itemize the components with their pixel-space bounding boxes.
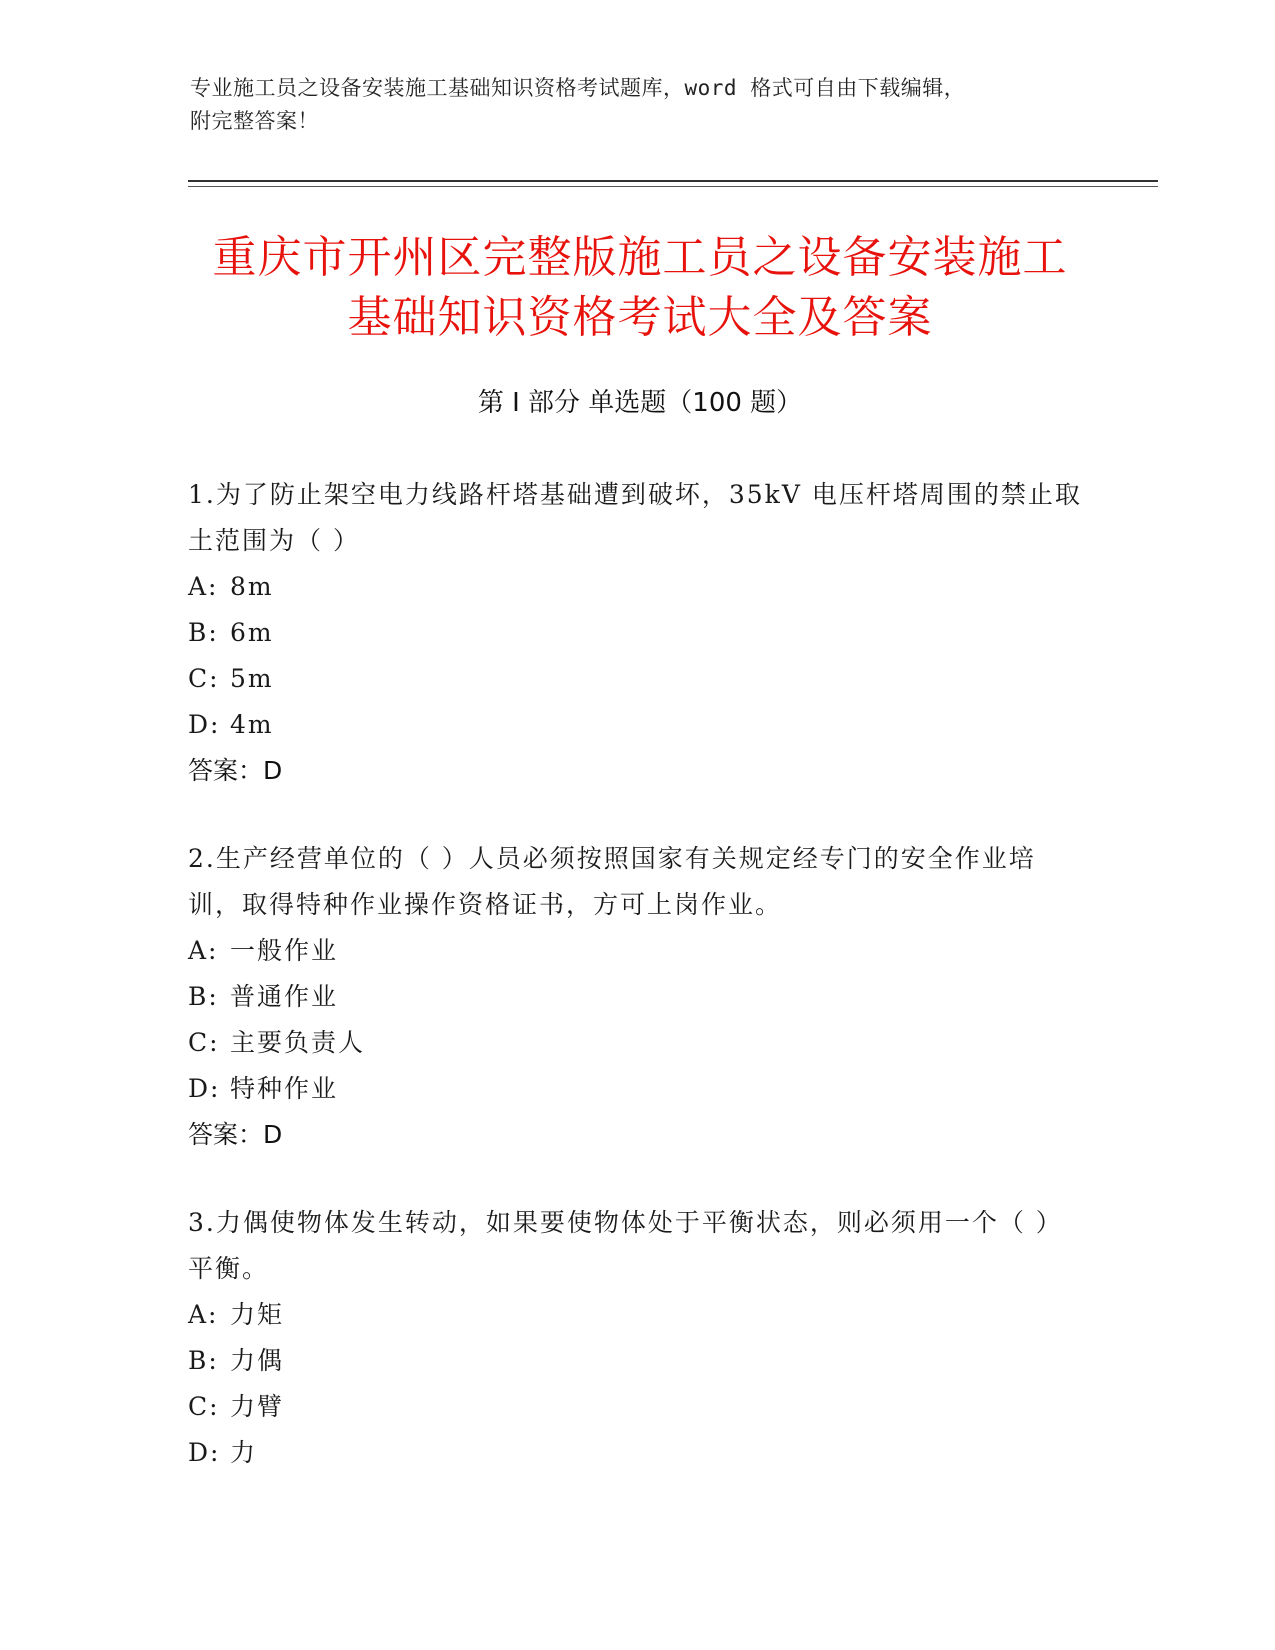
option-text: 特种作业 <box>230 1074 339 1103</box>
option-b <box>188 974 1088 1020</box>
document-title <box>190 228 1090 348</box>
question-stem: 2.生产经营单位的（ ）人员必须按照国家有关规定经专门的安全作业培训，取得特种作业操作资格证书，方可上岗作业。 <box>188 844 1036 919</box>
question-2 <box>188 836 1088 1158</box>
option-text: 6m <box>230 618 274 647</box>
option-letter: D: <box>188 710 221 739</box>
document-title-line-1: 重庆市开州区完整版施工员之设备安装施工 <box>212 232 1068 283</box>
option-letter: C: <box>188 1392 220 1421</box>
option-d <box>188 1066 1088 1112</box>
header-rule-thin <box>188 186 1158 187</box>
header-rule-thick <box>188 180 1158 182</box>
option-text: 力臂 <box>230 1392 285 1421</box>
option-letter: D: <box>188 1074 221 1103</box>
option-c <box>188 656 1088 702</box>
option-a <box>188 1292 1088 1338</box>
section-title: 第 I 部分 单选题（100 题） <box>477 388 803 418</box>
option-a <box>188 928 1088 974</box>
header-note-line-2: 附完整答案！ <box>190 109 319 133</box>
option-letter: C: <box>188 664 220 693</box>
option-letter: A: <box>188 572 219 601</box>
option-letter: A: <box>188 936 219 965</box>
option-letter: D: <box>188 1438 221 1467</box>
option-a <box>188 564 1088 610</box>
option-b <box>188 1338 1088 1384</box>
option-text: 力矩 <box>230 1300 285 1329</box>
option-d <box>188 702 1088 748</box>
option-text: 力 <box>230 1438 258 1467</box>
option-letter: B: <box>188 1346 219 1375</box>
option-b <box>188 610 1088 656</box>
option-text: 普通作业 <box>230 982 339 1011</box>
question-list <box>188 472 1088 1518</box>
header-note-line-1: 专业施工员之设备安装施工基础知识资格考试题库，word 格式可自由下载编辑， <box>190 76 966 100</box>
question-3 <box>188 1200 1088 1476</box>
question-stem: 3.力偶使物体发生转动，如果要使物体处于平衡状态，则必须用一个（ ）平衡。 <box>188 1208 1063 1283</box>
option-text: 8m <box>230 572 274 601</box>
option-text: 主要负责人 <box>230 1028 366 1057</box>
option-c <box>188 1384 1088 1430</box>
option-text: 一般作业 <box>230 936 339 965</box>
option-letter: C: <box>188 1028 220 1057</box>
option-text: 5m <box>230 664 274 693</box>
question-stem: 1.为了防止架空电力线路杆塔基础遭到破坏，35kV 电压杆塔周围的禁止取土范围为（ ） <box>188 480 1082 555</box>
option-letter: B: <box>188 618 219 647</box>
option-c <box>188 1020 1088 1066</box>
document-title-line-2: 基础知识资格考试大全及答案 <box>347 292 933 343</box>
option-d <box>188 1430 1088 1476</box>
option-text: 4m <box>230 710 274 739</box>
option-letter: A: <box>188 1300 219 1329</box>
answer-line: 答案：D <box>188 756 283 785</box>
question-1 <box>188 472 1088 794</box>
answer-line: 答案：D <box>188 1120 283 1149</box>
header-note <box>190 72 1090 138</box>
option-text: 力偶 <box>230 1346 285 1375</box>
option-letter: B: <box>188 982 219 1011</box>
